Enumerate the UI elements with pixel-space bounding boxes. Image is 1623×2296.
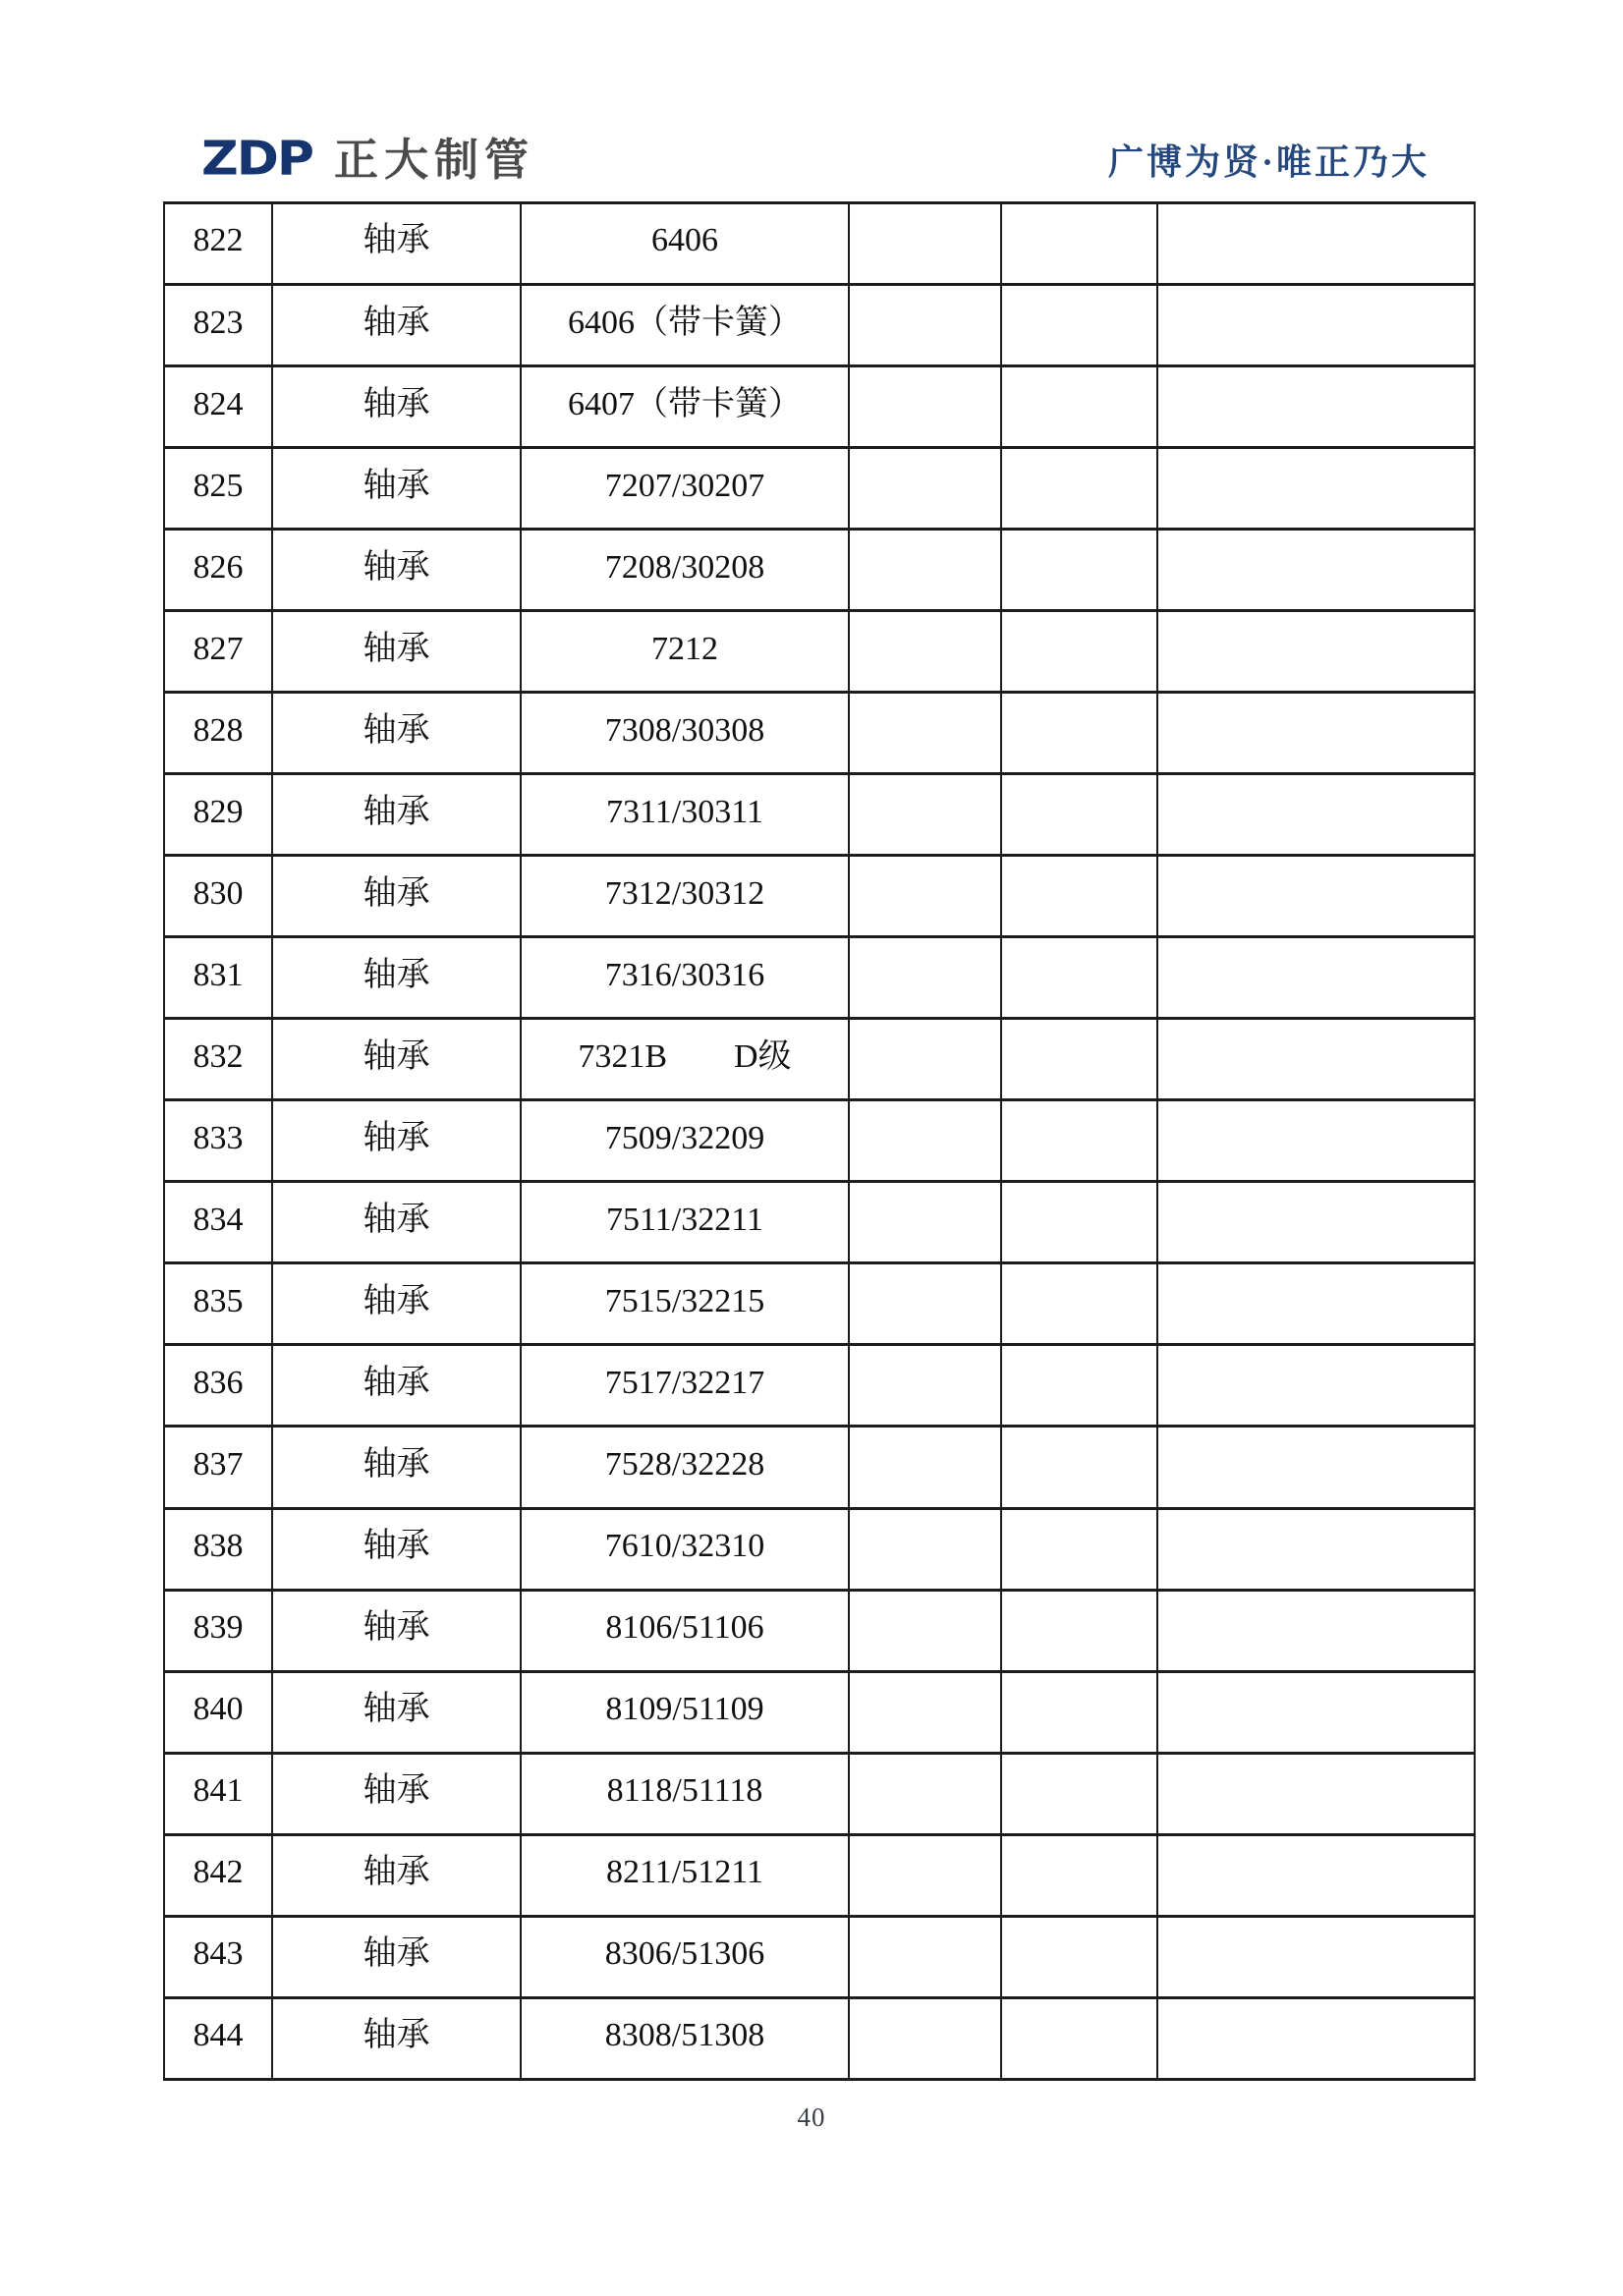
cell-empty-1 [849,1019,1001,1100]
cell-part-name: 轴承 [272,856,521,937]
cell-empty-1 [849,1590,1001,1671]
cell-empty-2 [1001,1671,1157,1753]
table-row [164,693,1475,774]
cell-empty-3 [1157,774,1475,856]
cell-part-model: 7207/30207 [521,448,849,530]
cell-empty-3 [1157,1019,1475,1100]
cell-empty-3 [1157,530,1475,611]
zdp-logo-text: ZDP [201,132,312,187]
cell-empty-3 [1157,1753,1475,1834]
cell-part-name: 轴承 [272,1916,521,1997]
cell-empty-1 [849,1427,1001,1508]
cell-empty-2 [1001,1590,1157,1671]
cell-empty-1 [849,1753,1001,1834]
cell-part-model: 7321B D级 [521,1019,849,1100]
cell-part-name: 轴承 [272,937,521,1019]
cell-row-number: 840 [164,1671,272,1753]
cell-row-number: 835 [164,1263,272,1345]
table-row [164,1753,1475,1834]
table-row [164,1508,1475,1590]
cell-empty-2 [1001,1182,1157,1263]
cell-empty-1 [849,1100,1001,1182]
cell-part-name: 轴承 [272,1427,521,1508]
cell-row-number: 838 [164,1508,272,1590]
cell-empty-3 [1157,1427,1475,1508]
cell-row-number: 833 [164,1100,272,1182]
cell-row-number: 844 [164,1997,272,2079]
table-row [164,1834,1475,1916]
cell-empty-2 [1001,1345,1157,1427]
table-row [164,1427,1475,1508]
cell-empty-2 [1001,203,1157,285]
cell-empty-2 [1001,774,1157,856]
table-row [164,1997,1475,2079]
table-row [164,1590,1475,1671]
cell-part-model: 7511/32211 [521,1182,849,1263]
cell-empty-3 [1157,1182,1475,1263]
cell-part-model: 8109/51109 [521,1671,849,1753]
cell-empty-1 [849,611,1001,693]
cell-row-number: 841 [164,1753,272,1834]
table-row [164,1916,1475,1997]
cell-empty-3 [1157,203,1475,285]
cell-row-number: 825 [164,448,272,530]
table-row [164,366,1475,448]
cell-row-number: 837 [164,1427,272,1508]
cell-part-model: 8118/51118 [521,1753,849,1834]
cell-empty-2 [1001,1100,1157,1182]
cell-row-number: 824 [164,366,272,448]
cell-empty-3 [1157,285,1475,366]
cell-empty-1 [849,203,1001,285]
table-row [164,203,1475,285]
cell-part-name: 轴承 [272,448,521,530]
cell-empty-3 [1157,1671,1475,1753]
cell-empty-1 [849,1997,1001,2079]
cell-part-model: 7308/30308 [521,693,849,774]
cell-empty-3 [1157,1263,1475,1345]
cell-part-name: 轴承 [272,1345,521,1427]
cell-empty-2 [1001,1508,1157,1590]
cell-part-model: 7517/32217 [521,1345,849,1427]
cell-part-model: 6407（带卡簧） [521,366,849,448]
cell-part-name: 轴承 [272,1753,521,1834]
cell-empty-1 [849,1834,1001,1916]
cell-part-name: 轴承 [272,530,521,611]
cell-part-model: 7316/30316 [521,937,849,1019]
parts-table [163,201,1476,2081]
table-row [164,1345,1475,1427]
cell-part-name: 轴承 [272,1100,521,1182]
cell-row-number: 828 [164,693,272,774]
cell-part-model: 7515/32215 [521,1263,849,1345]
table-row [164,1671,1475,1753]
cell-part-model: 7212 [521,611,849,693]
cell-empty-2 [1001,937,1157,1019]
cell-empty-2 [1001,448,1157,530]
cell-empty-1 [849,1916,1001,1997]
cell-empty-3 [1157,1508,1475,1590]
cell-part-model: 7312/30312 [521,856,849,937]
cell-part-name: 轴承 [272,1834,521,1916]
cell-empty-3 [1157,856,1475,937]
table-row [164,530,1475,611]
cell-empty-3 [1157,611,1475,693]
cell-row-number: 826 [164,530,272,611]
cell-empty-1 [849,774,1001,856]
cell-empty-1 [849,1345,1001,1427]
cell-part-name: 轴承 [272,611,521,693]
cell-part-name: 轴承 [272,285,521,366]
cell-row-number: 839 [164,1590,272,1671]
cell-empty-2 [1001,1427,1157,1508]
cell-part-model: 8306/51306 [521,1916,849,1997]
cell-empty-2 [1001,1834,1157,1916]
cell-empty-1 [849,693,1001,774]
cell-empty-2 [1001,1753,1157,1834]
cell-row-number: 842 [164,1834,272,1916]
cell-part-model: 6406（带卡簧） [521,285,849,366]
cell-part-name: 轴承 [272,1508,521,1590]
cell-empty-1 [849,530,1001,611]
cell-empty-1 [849,448,1001,530]
header-slogan: 广博为贤·唯正乃大 [1107,142,1429,182]
cell-part-model: 6406 [521,203,849,285]
cell-empty-1 [849,1508,1001,1590]
cell-row-number: 834 [164,1182,272,1263]
cell-empty-1 [849,1182,1001,1263]
cell-empty-2 [1001,693,1157,774]
cell-empty-1 [849,856,1001,937]
cell-part-model: 8308/51308 [521,1997,849,2079]
cell-part-model: 7509/32209 [521,1100,849,1182]
cell-empty-2 [1001,611,1157,693]
parts-table-body [164,203,1475,2080]
cell-row-number: 830 [164,856,272,937]
cell-empty-2 [1001,1997,1157,2079]
cell-empty-3 [1157,366,1475,448]
table-row [164,774,1475,856]
table-row [164,1100,1475,1182]
cell-part-name: 轴承 [272,1019,521,1100]
cell-part-model: 8106/51106 [521,1590,849,1671]
cell-empty-3 [1157,693,1475,774]
cell-empty-3 [1157,1997,1475,2079]
cell-empty-3 [1157,448,1475,530]
table-row [164,856,1475,937]
cell-empty-1 [849,1263,1001,1345]
cell-empty-3 [1157,1100,1475,1182]
cell-part-name: 轴承 [272,1671,521,1753]
cell-part-name: 轴承 [272,774,521,856]
cell-row-number: 823 [164,285,272,366]
company-name: 正大制管 [333,133,534,186]
company-logo [201,132,534,187]
cell-empty-1 [849,937,1001,1019]
cell-part-name: 轴承 [272,1263,521,1345]
cell-row-number: 822 [164,203,272,285]
table-row [164,611,1475,693]
cell-empty-3 [1157,1345,1475,1427]
cell-row-number: 832 [164,1019,272,1100]
cell-part-model: 8211/51211 [521,1834,849,1916]
cell-empty-1 [849,285,1001,366]
table-row [164,1019,1475,1100]
cell-empty-2 [1001,530,1157,611]
cell-row-number: 836 [164,1345,272,1427]
cell-part-name: 轴承 [272,1997,521,2079]
cell-part-name: 轴承 [272,1590,521,1671]
cell-empty-2 [1001,1916,1157,1997]
cell-part-model: 7528/32228 [521,1427,849,1508]
cell-empty-1 [849,1671,1001,1753]
cell-empty-1 [849,366,1001,448]
cell-row-number: 827 [164,611,272,693]
cell-row-number: 831 [164,937,272,1019]
cell-part-name: 轴承 [272,693,521,774]
cell-part-name: 轴承 [272,203,521,285]
cell-part-model: 7610/32310 [521,1508,849,1590]
cell-empty-3 [1157,1916,1475,1997]
table-row [164,1182,1475,1263]
table-row [164,285,1475,366]
cell-part-name: 轴承 [272,1182,521,1263]
table-row [164,448,1475,530]
table-row [164,1263,1475,1345]
cell-part-name: 轴承 [272,366,521,448]
page-number: 40 [797,2102,826,2132]
cell-empty-3 [1157,937,1475,1019]
cell-empty-2 [1001,1263,1157,1345]
cell-empty-2 [1001,285,1157,366]
cell-row-number: 843 [164,1916,272,1997]
cell-empty-2 [1001,856,1157,937]
cell-part-model: 7311/30311 [521,774,849,856]
cell-empty-3 [1157,1590,1475,1671]
cell-empty-2 [1001,366,1157,448]
table-row [164,937,1475,1019]
cell-row-number: 829 [164,774,272,856]
cell-part-model: 7208/30208 [521,530,849,611]
cell-empty-2 [1001,1019,1157,1100]
cell-empty-3 [1157,1834,1475,1916]
